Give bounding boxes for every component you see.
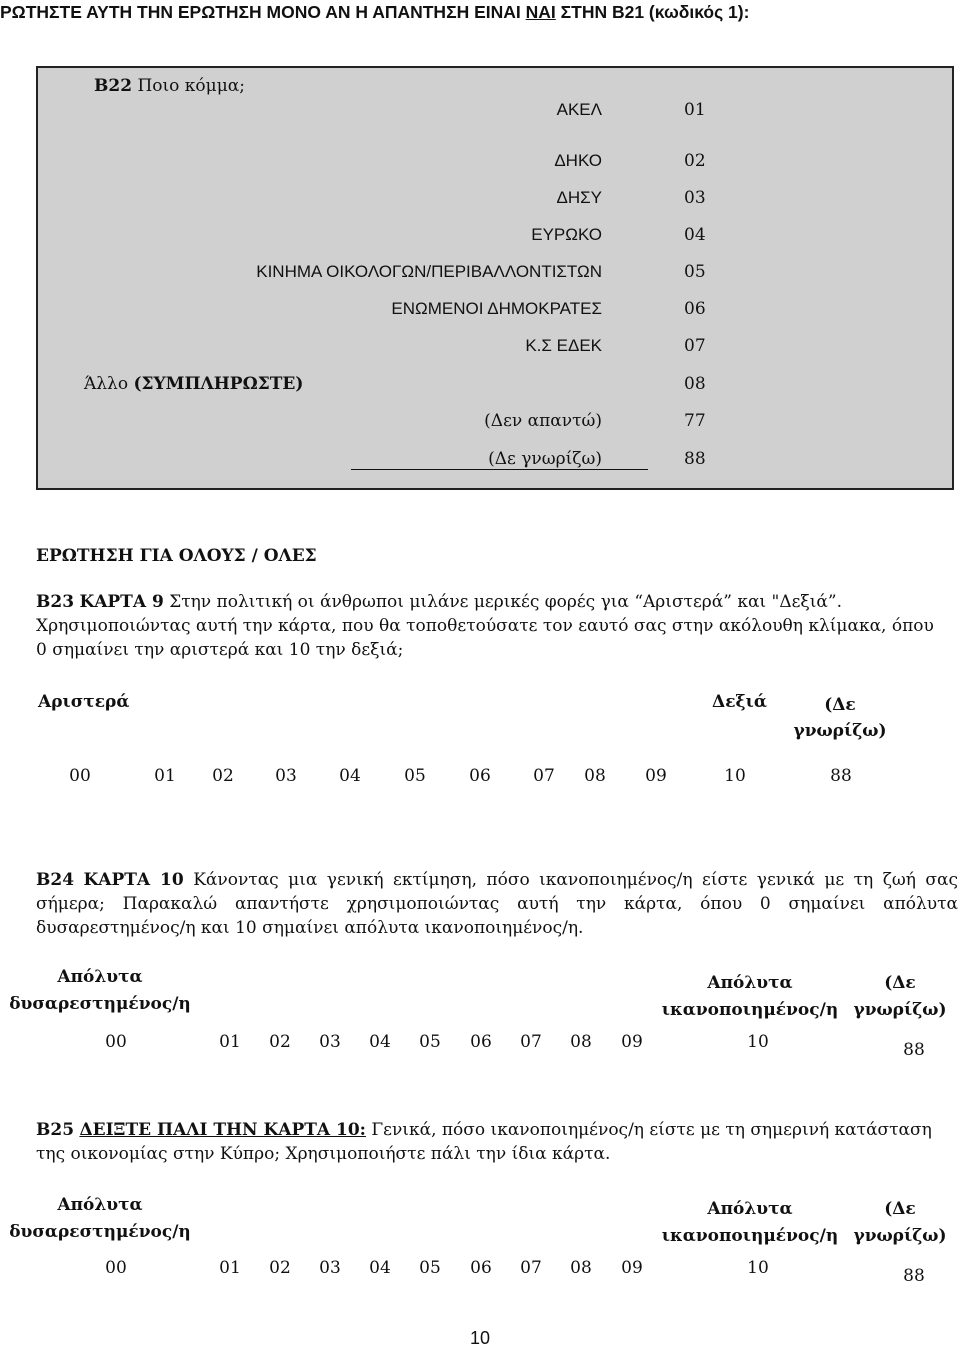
b24-question [36, 868, 958, 940]
dk-line2: γνωρίζω) [853, 1000, 947, 1020]
b25-text2: της οικονομίας στην Κύπρο; Χρησιμοποιήστε πάλι την ίδια κάρτα. [36, 1144, 611, 1164]
scale-right-label [660, 970, 840, 1024]
scale-value[interactable]: 02 [269, 1258, 291, 1278]
party-code: 01 [684, 100, 706, 120]
page-number: 10 [470, 1328, 491, 1348]
scale-value[interactable]: 10 [747, 1032, 769, 1052]
dont-know-header [850, 970, 950, 1024]
scale-left-label: Αριστερά [38, 692, 130, 712]
party-code: 08 [684, 374, 706, 394]
no-answer-label: (Δεν απαντώ) [484, 411, 602, 431]
dk-line2: γνωρίζω) [853, 1226, 947, 1246]
left-line1: Απόλυτα [57, 1195, 143, 1215]
scale-right-label [660, 1196, 840, 1250]
dk-line2: γνωρίζω) [793, 721, 887, 741]
header-text: ΡΩΤΗΣΤΕ ΑΥΤΗ ΤΗΝ ΕΡΩΤΗΣΗ ΜΟΝΟ ΑΝ Η ΑΠΑΝΤΗΣΗ ΕΙΝΑΙ [0, 2, 521, 22]
b22-code: Β22 [94, 76, 133, 96]
right-line1: Απόλυτα [707, 973, 793, 993]
scale-value[interactable]: 01 [219, 1032, 241, 1052]
b25-question [36, 1118, 958, 1166]
scale-value[interactable]: 06 [469, 766, 491, 786]
right-line1: Απόλυτα [707, 1199, 793, 1219]
party-label: ΔΗΚΟ [554, 151, 602, 170]
dont-know-label: (Δε γνωρίζω) [488, 449, 602, 469]
section-header [0, 2, 749, 23]
b23-line2: Χρησιμοποιώντας αυτή την κάρτα, που θα τοποθετούσατε τον εαυτό σας στην ακόλουθη κλίμακα, όπου [36, 616, 934, 636]
b22-question-text: Ποιο κόμμα; [137, 76, 245, 96]
party-label: ΕΥΡΩΚΟ [531, 225, 602, 244]
scale-value[interactable]: 00 [69, 766, 91, 786]
scale-value[interactable]: 01 [154, 766, 176, 786]
scale-value[interactable]: 03 [319, 1258, 341, 1278]
scale-value[interactable]: 05 [419, 1258, 441, 1278]
b23-line1: Στην πολιτική οι άνθρωποι μιλάνε μερικές φορές για “Αριστερά” και "Δεξιά”. [169, 592, 843, 612]
scale-value[interactable]: 05 [419, 1032, 441, 1052]
scale-value[interactable]: 00 [105, 1258, 127, 1278]
party-label: ΑΚΕΛ [556, 100, 602, 119]
scale-value[interactable]: 07 [520, 1032, 542, 1052]
scale-value[interactable]: 02 [212, 766, 234, 786]
dk-line1: (Δε [884, 1199, 916, 1219]
party-label: ΚΙΝΗΜΑ ΟΙΚΟΛΟΓΩΝ/ΠΕΡΙΒΑΛΛΟΝΤΙΣΤΩΝ [256, 262, 602, 281]
b24-text: Κάνοντας μια γενική εκτίμηση, πόσο ικανοποιημένος/η είστε γενικά με τη ζωή σας σήμερα; Παρακαλώ απαντήστε χρησιμοποιώντας αυτή την κάρτα, όπου 0 σημαίνει απόλυτα δυσαρεστημένος/η και 10 σημαίνει απόλυτα ικανοποιημένος/η. [36, 870, 959, 938]
scale-value[interactable]: 06 [470, 1032, 492, 1052]
other-label: Άλλο [84, 374, 129, 394]
party-code: 03 [684, 188, 706, 208]
scale-left-label [0, 964, 200, 1018]
party-code: 88 [684, 449, 706, 469]
scale-value[interactable]: 02 [269, 1032, 291, 1052]
section-title: ΕΡΩΤΗΣΗ ΓΙΑ ΟΛΟΥΣ / ΟΛΕΣ [36, 546, 317, 566]
scale-left-label [0, 1192, 200, 1246]
scale-value[interactable]: 06 [470, 1258, 492, 1278]
scale-value[interactable]: 10 [747, 1258, 769, 1278]
party-code: 07 [684, 336, 706, 356]
party-label: ΕΝΩΜΕΝΟΙ ΔΗΜΟΚΡΑΤΕΣ [391, 299, 602, 318]
b25-instruction: ΔΕΙΞΤΕ ΠΑΛΙ ΤΗΝ ΚΑΡΤΑ 10: [79, 1120, 366, 1140]
scale-value[interactable]: 04 [339, 766, 361, 786]
b25-code: Β25 [36, 1120, 75, 1140]
scale-value[interactable]: 03 [319, 1032, 341, 1052]
b23-question [36, 590, 958, 662]
scale-right-label: Δεξιά [712, 692, 767, 712]
b24-code: Β24 [36, 870, 75, 890]
other-write-in-line[interactable] [351, 469, 648, 470]
party-label: Κ.Σ ΕΔΕΚ [525, 336, 602, 355]
scale-value[interactable]: 08 [584, 766, 606, 786]
b22-box [36, 66, 954, 490]
scale-value[interactable]: 09 [621, 1258, 643, 1278]
scale-value[interactable]: 09 [621, 1032, 643, 1052]
b23-code: Β23 [36, 592, 75, 612]
scale-value[interactable]: 04 [369, 1258, 391, 1278]
scale-value[interactable]: 03 [275, 766, 297, 786]
scale-value[interactable]: 05 [404, 766, 426, 786]
b24-card: ΚΑΡΤΑ 10 [83, 870, 184, 890]
other-specify: (ΣΥΜΠΛΗΡΩΣΤΕ) [133, 374, 304, 394]
left-line2: δυσαρεστημένος/η [9, 994, 191, 1014]
b25-text1: Γενικά, πόσο ικανοποιημένος/η είστε με τη σημερινή κατάσταση [371, 1120, 932, 1140]
scale-value[interactable]: 07 [520, 1258, 542, 1278]
dont-know-header [790, 692, 890, 744]
dont-know-code[interactable]: 88 [830, 766, 852, 786]
party-code: 06 [684, 299, 706, 319]
party-code: 02 [684, 151, 706, 171]
other-option [84, 374, 303, 394]
scale-value[interactable]: 08 [570, 1032, 592, 1052]
party-label: ΔΗΣΥ [556, 188, 602, 207]
left-line1: Απόλυτα [57, 967, 143, 987]
scale-value[interactable]: 04 [369, 1032, 391, 1052]
left-line2: δυσαρεστημένος/η [9, 1222, 191, 1242]
right-line2: ικανοποιημένος/η [661, 1000, 839, 1020]
dont-know-code[interactable]: 88 [903, 1266, 925, 1286]
scale-value[interactable]: 07 [533, 766, 555, 786]
party-code: 05 [684, 262, 706, 282]
header-text-end: ΣΤΗΝ Β21 (κωδικός 1): [560, 2, 750, 22]
dk-line1: (Δε [884, 973, 916, 993]
scale-value[interactable]: 01 [219, 1258, 241, 1278]
scale-value[interactable]: 00 [105, 1032, 127, 1052]
scale-value[interactable]: 09 [645, 766, 667, 786]
b23-line3: 0 σημαίνει την αριστερά και 10 την δεξιά; [36, 640, 404, 660]
party-code: 77 [684, 411, 706, 431]
dont-know-header [850, 1196, 950, 1250]
scale-value[interactable]: 08 [570, 1258, 592, 1278]
header-nai: ΝΑΙ [525, 2, 556, 22]
dk-line1: (Δε [824, 695, 856, 715]
dont-know-code[interactable]: 88 [903, 1040, 925, 1060]
scale-value[interactable]: 10 [724, 766, 746, 786]
b23-card: ΚΑΡΤΑ 9 [79, 592, 164, 612]
party-code: 04 [684, 225, 706, 245]
right-line2: ικανοποιημένος/η [661, 1226, 839, 1246]
b22-question [94, 76, 245, 96]
